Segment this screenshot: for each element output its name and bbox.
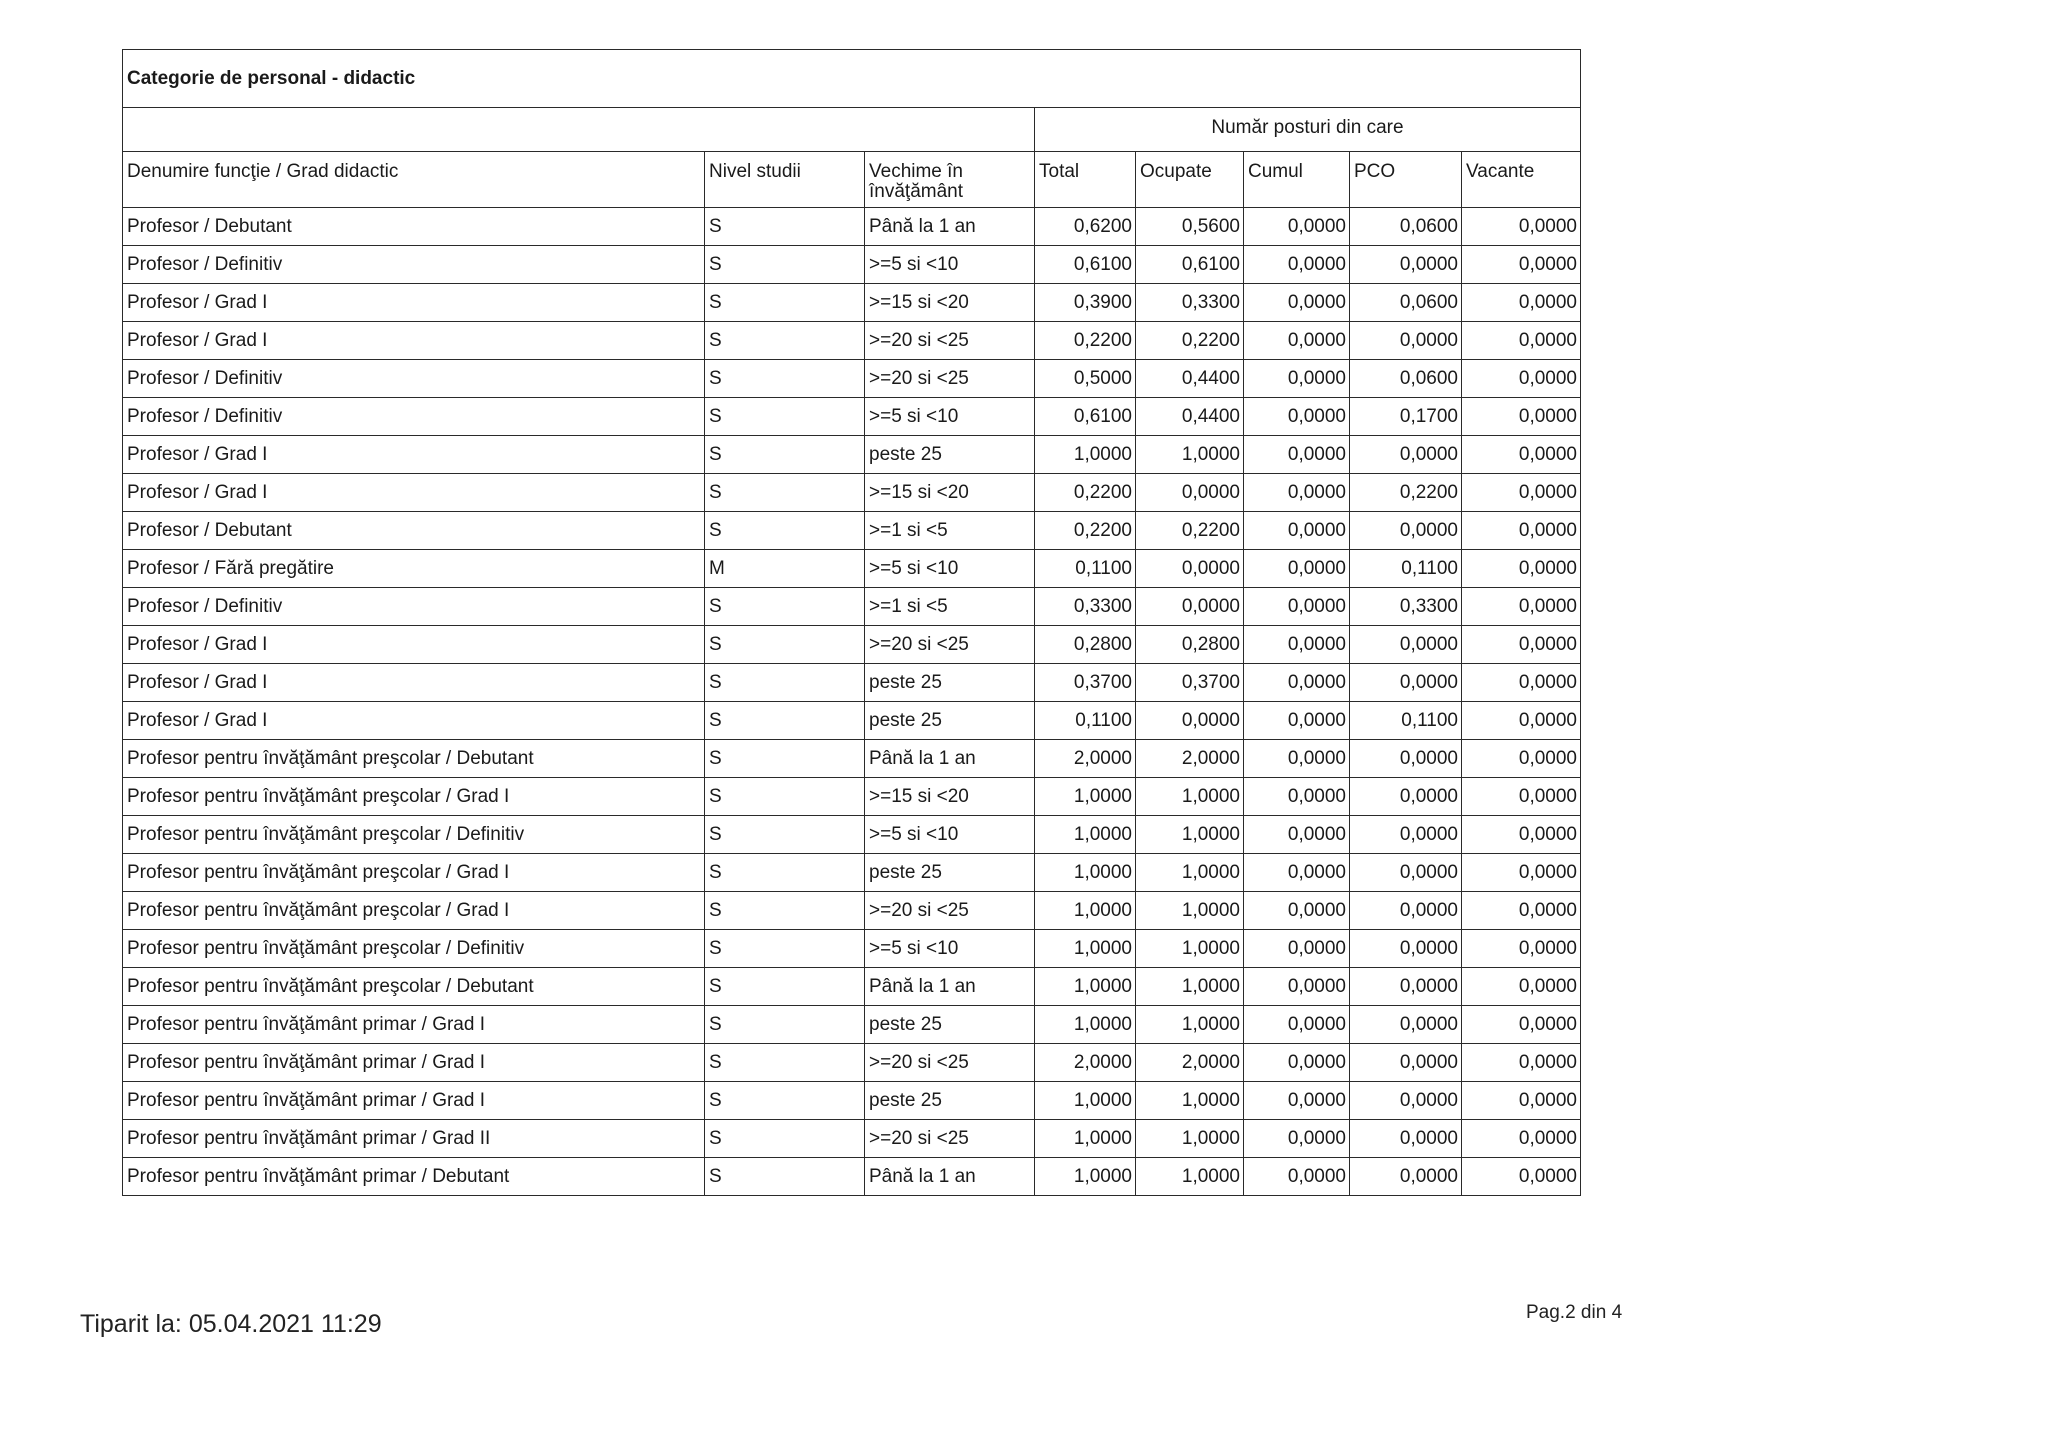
cell-total: 1,0000 bbox=[1035, 1082, 1136, 1120]
cell-vacante: 0,0000 bbox=[1462, 930, 1581, 968]
cell-pco: 0,0000 bbox=[1350, 740, 1462, 778]
cell-cumul: 0,0000 bbox=[1244, 588, 1350, 626]
cell-vechime: peste 25 bbox=[865, 1082, 1035, 1120]
cell-pco: 0,0600 bbox=[1350, 360, 1462, 398]
table-row bbox=[123, 664, 1581, 702]
cell-functie: Profesor pentru învăţământ primar / Grad I bbox=[123, 1044, 705, 1082]
cell-cumul: 0,0000 bbox=[1244, 854, 1350, 892]
cell-functie: Profesor pentru învăţământ preşcolar / Grad I bbox=[123, 854, 705, 892]
cell-functie: Profesor pentru învăţământ preşcolar / Definitiv bbox=[123, 816, 705, 854]
cell-ocupate: 0,6100 bbox=[1136, 246, 1244, 284]
cell-vacante: 0,0000 bbox=[1462, 702, 1581, 740]
cell-nivel: S bbox=[705, 436, 865, 474]
cell-vacante: 0,0000 bbox=[1462, 1120, 1581, 1158]
cell-cumul: 0,0000 bbox=[1244, 474, 1350, 512]
table-row bbox=[123, 1082, 1581, 1120]
cell-vacante: 0,0000 bbox=[1462, 322, 1581, 360]
cell-cumul: 0,0000 bbox=[1244, 398, 1350, 436]
cell-pco: 0,0600 bbox=[1350, 284, 1462, 322]
cell-vacante: 0,0000 bbox=[1462, 778, 1581, 816]
category-title: Categorie de personal - didactic bbox=[123, 50, 1581, 108]
table-row bbox=[123, 816, 1581, 854]
cell-vacante: 0,0000 bbox=[1462, 208, 1581, 246]
cell-ocupate: 0,3300 bbox=[1136, 284, 1244, 322]
cell-vechime: >=5 si <10 bbox=[865, 246, 1035, 284]
cell-vacante: 0,0000 bbox=[1462, 626, 1581, 664]
cell-ocupate: 2,0000 bbox=[1136, 740, 1244, 778]
cell-pco: 0,0000 bbox=[1350, 512, 1462, 550]
cell-vacante: 0,0000 bbox=[1462, 588, 1581, 626]
cell-nivel: S bbox=[705, 892, 865, 930]
cell-vacante: 0,0000 bbox=[1462, 512, 1581, 550]
cell-pco: 0,2200 bbox=[1350, 474, 1462, 512]
cell-pco: 0,0600 bbox=[1350, 208, 1462, 246]
cell-vechime: peste 25 bbox=[865, 854, 1035, 892]
cell-functie: Profesor pentru învăţământ primar / Grad II bbox=[123, 1120, 705, 1158]
cell-total: 0,6200 bbox=[1035, 208, 1136, 246]
cell-functie: Profesor / Fără pregătire bbox=[123, 550, 705, 588]
cell-cumul: 0,0000 bbox=[1244, 246, 1350, 284]
cell-functie: Profesor / Grad I bbox=[123, 474, 705, 512]
cell-ocupate: 1,0000 bbox=[1136, 1082, 1244, 1120]
cell-pco: 0,0000 bbox=[1350, 664, 1462, 702]
cell-vacante: 0,0000 bbox=[1462, 740, 1581, 778]
cell-nivel: S bbox=[705, 512, 865, 550]
cell-pco: 0,0000 bbox=[1350, 968, 1462, 1006]
cell-ocupate: 0,0000 bbox=[1136, 550, 1244, 588]
cell-pco: 0,0000 bbox=[1350, 892, 1462, 930]
table-row bbox=[123, 474, 1581, 512]
table-row bbox=[123, 854, 1581, 892]
cell-pco: 0,0000 bbox=[1350, 436, 1462, 474]
cell-pco: 0,0000 bbox=[1350, 854, 1462, 892]
cell-pco: 0,1100 bbox=[1350, 550, 1462, 588]
cell-pco: 0,0000 bbox=[1350, 778, 1462, 816]
cell-cumul: 0,0000 bbox=[1244, 1082, 1350, 1120]
cell-ocupate: 0,2200 bbox=[1136, 512, 1244, 550]
cell-vacante: 0,0000 bbox=[1462, 246, 1581, 284]
cell-pco: 0,0000 bbox=[1350, 626, 1462, 664]
table-row bbox=[123, 892, 1581, 930]
cell-pco: 0,1100 bbox=[1350, 702, 1462, 740]
table-row bbox=[123, 588, 1581, 626]
cell-nivel: S bbox=[705, 284, 865, 322]
table-row bbox=[123, 702, 1581, 740]
cell-cumul: 0,0000 bbox=[1244, 436, 1350, 474]
cell-vacante: 0,0000 bbox=[1462, 968, 1581, 1006]
cell-nivel: S bbox=[705, 1006, 865, 1044]
cell-pco: 0,0000 bbox=[1350, 816, 1462, 854]
group-header: Număr posturi din care bbox=[1035, 108, 1581, 152]
cell-functie: Profesor / Grad I bbox=[123, 702, 705, 740]
cell-vechime: peste 25 bbox=[865, 436, 1035, 474]
cell-vechime: >=5 si <10 bbox=[865, 550, 1035, 588]
cell-total: 2,0000 bbox=[1035, 740, 1136, 778]
table-row bbox=[123, 778, 1581, 816]
cell-cumul: 0,0000 bbox=[1244, 778, 1350, 816]
cell-functie: Profesor pentru învăţământ preşcolar / Grad I bbox=[123, 892, 705, 930]
page-number: Pag.2 din 4 bbox=[1526, 1302, 1623, 1323]
cell-vacante: 0,0000 bbox=[1462, 550, 1581, 588]
cell-functie: Profesor pentru învăţământ primar / Grad I bbox=[123, 1082, 705, 1120]
cell-vechime: >=20 si <25 bbox=[865, 322, 1035, 360]
cell-nivel: S bbox=[705, 246, 865, 284]
cell-vechime: >=20 si <25 bbox=[865, 1120, 1035, 1158]
cell-functie: Profesor pentru învăţământ preşcolar / Grad I bbox=[123, 778, 705, 816]
col-header-vechime: Vechime în învăţământ bbox=[865, 152, 1035, 208]
cell-cumul: 0,0000 bbox=[1244, 968, 1350, 1006]
cell-total: 0,1100 bbox=[1035, 550, 1136, 588]
cell-ocupate: 1,0000 bbox=[1136, 1120, 1244, 1158]
table-row bbox=[123, 512, 1581, 550]
cell-vechime: peste 25 bbox=[865, 664, 1035, 702]
cell-vechime: peste 25 bbox=[865, 702, 1035, 740]
cell-ocupate: 0,0000 bbox=[1136, 702, 1244, 740]
cell-total: 1,0000 bbox=[1035, 436, 1136, 474]
cell-total: 1,0000 bbox=[1035, 778, 1136, 816]
cell-vacante: 0,0000 bbox=[1462, 360, 1581, 398]
cell-total: 1,0000 bbox=[1035, 1006, 1136, 1044]
cell-cumul: 0,0000 bbox=[1244, 816, 1350, 854]
cell-total: 0,1100 bbox=[1035, 702, 1136, 740]
cell-vacante: 0,0000 bbox=[1462, 436, 1581, 474]
cell-functie: Profesor / Definitiv bbox=[123, 360, 705, 398]
table-row bbox=[123, 740, 1581, 778]
cell-nivel: S bbox=[705, 816, 865, 854]
cell-total: 0,2200 bbox=[1035, 322, 1136, 360]
table-row bbox=[123, 1006, 1581, 1044]
cell-functie: Profesor pentru învăţământ preşcolar / Debutant bbox=[123, 740, 705, 778]
cell-vechime: Până la 1 an bbox=[865, 740, 1035, 778]
cell-cumul: 0,0000 bbox=[1244, 1044, 1350, 1082]
table-row bbox=[123, 284, 1581, 322]
cell-vacante: 0,0000 bbox=[1462, 398, 1581, 436]
cell-nivel: S bbox=[705, 1120, 865, 1158]
cell-cumul: 0,0000 bbox=[1244, 284, 1350, 322]
cell-vacante: 0,0000 bbox=[1462, 892, 1581, 930]
cell-vechime: >=5 si <10 bbox=[865, 930, 1035, 968]
table-row bbox=[123, 1120, 1581, 1158]
table-row bbox=[123, 246, 1581, 284]
cell-vacante: 0,0000 bbox=[1462, 854, 1581, 892]
cell-functie: Profesor / Grad I bbox=[123, 626, 705, 664]
cell-nivel: M bbox=[705, 550, 865, 588]
cell-ocupate: 2,0000 bbox=[1136, 1044, 1244, 1082]
cell-pco: 0,3300 bbox=[1350, 588, 1462, 626]
cell-functie: Profesor / Definitiv bbox=[123, 246, 705, 284]
col-header-total: Total bbox=[1035, 152, 1136, 208]
cell-total: 1,0000 bbox=[1035, 892, 1136, 930]
cell-cumul: 0,0000 bbox=[1244, 740, 1350, 778]
cell-nivel: S bbox=[705, 778, 865, 816]
cell-nivel: S bbox=[705, 626, 865, 664]
staffing-table bbox=[122, 49, 1581, 1196]
cell-vechime: >=5 si <10 bbox=[865, 816, 1035, 854]
cell-vacante: 0,0000 bbox=[1462, 816, 1581, 854]
cell-functie: Profesor / Grad I bbox=[123, 284, 705, 322]
cell-vechime: >=1 si <5 bbox=[865, 512, 1035, 550]
cell-ocupate: 0,4400 bbox=[1136, 398, 1244, 436]
cell-ocupate: 0,2200 bbox=[1136, 322, 1244, 360]
cell-vacante: 0,0000 bbox=[1462, 1006, 1581, 1044]
cell-vacante: 0,0000 bbox=[1462, 664, 1581, 702]
cell-cumul: 0,0000 bbox=[1244, 1006, 1350, 1044]
cell-cumul: 0,0000 bbox=[1244, 1120, 1350, 1158]
cell-functie: Profesor pentru învăţământ preşcolar / Debutant bbox=[123, 968, 705, 1006]
cell-pco: 0,1700 bbox=[1350, 398, 1462, 436]
cell-total: 0,2200 bbox=[1035, 474, 1136, 512]
cell-ocupate: 1,0000 bbox=[1136, 1158, 1244, 1196]
cell-vechime: peste 25 bbox=[865, 1006, 1035, 1044]
cell-cumul: 0,0000 bbox=[1244, 550, 1350, 588]
cell-vechime: >=15 si <20 bbox=[865, 474, 1035, 512]
col-header-functie: Denumire funcţie / Grad didactic bbox=[123, 152, 705, 208]
cell-pco: 0,0000 bbox=[1350, 1006, 1462, 1044]
cell-vechime: >=15 si <20 bbox=[865, 284, 1035, 322]
cell-nivel: S bbox=[705, 930, 865, 968]
cell-total: 0,6100 bbox=[1035, 246, 1136, 284]
column-header-row bbox=[123, 152, 1581, 208]
cell-vacante: 0,0000 bbox=[1462, 1158, 1581, 1196]
cell-nivel: S bbox=[705, 1082, 865, 1120]
cell-cumul: 0,0000 bbox=[1244, 930, 1350, 968]
cell-functie: Profesor / Debutant bbox=[123, 208, 705, 246]
cell-nivel: S bbox=[705, 398, 865, 436]
cell-vechime: >=5 si <10 bbox=[865, 398, 1035, 436]
cell-nivel: S bbox=[705, 588, 865, 626]
cell-total: 0,3300 bbox=[1035, 588, 1136, 626]
cell-vacante: 0,0000 bbox=[1462, 474, 1581, 512]
table-row bbox=[123, 968, 1581, 1006]
cell-functie: Profesor / Grad I bbox=[123, 322, 705, 360]
cell-nivel: S bbox=[705, 702, 865, 740]
cell-vechime: >=20 si <25 bbox=[865, 1044, 1035, 1082]
cell-ocupate: 1,0000 bbox=[1136, 816, 1244, 854]
cell-functie: Profesor pentru învăţământ primar / Debutant bbox=[123, 1158, 705, 1196]
cell-pco: 0,0000 bbox=[1350, 1120, 1462, 1158]
cell-total: 1,0000 bbox=[1035, 1120, 1136, 1158]
cell-vechime: Până la 1 an bbox=[865, 968, 1035, 1006]
table-row bbox=[123, 550, 1581, 588]
cell-functie: Profesor / Definitiv bbox=[123, 588, 705, 626]
cell-total: 0,5000 bbox=[1035, 360, 1136, 398]
col-header-ocupate: Ocupate bbox=[1136, 152, 1244, 208]
cell-ocupate: 0,4400 bbox=[1136, 360, 1244, 398]
cell-functie: Profesor pentru învăţământ preşcolar / Definitiv bbox=[123, 930, 705, 968]
table-row bbox=[123, 1158, 1581, 1196]
col-header-nivel: Nivel studii bbox=[705, 152, 865, 208]
cell-ocupate: 1,0000 bbox=[1136, 930, 1244, 968]
cell-ocupate: 0,0000 bbox=[1136, 474, 1244, 512]
col-header-pco: PCO bbox=[1350, 152, 1462, 208]
cell-total: 0,6100 bbox=[1035, 398, 1136, 436]
cell-ocupate: 1,0000 bbox=[1136, 778, 1244, 816]
cell-total: 1,0000 bbox=[1035, 930, 1136, 968]
cell-pco: 0,0000 bbox=[1350, 1044, 1462, 1082]
cell-ocupate: 0,3700 bbox=[1136, 664, 1244, 702]
table-row bbox=[123, 436, 1581, 474]
cell-functie: Profesor pentru învăţământ primar / Grad I bbox=[123, 1006, 705, 1044]
cell-cumul: 0,0000 bbox=[1244, 360, 1350, 398]
table-row bbox=[123, 398, 1581, 436]
cell-vacante: 0,0000 bbox=[1462, 1044, 1581, 1082]
cell-ocupate: 1,0000 bbox=[1136, 1006, 1244, 1044]
cell-functie: Profesor / Grad I bbox=[123, 436, 705, 474]
cell-total: 1,0000 bbox=[1035, 854, 1136, 892]
cell-pco: 0,0000 bbox=[1350, 930, 1462, 968]
table-row bbox=[123, 1044, 1581, 1082]
cell-cumul: 0,0000 bbox=[1244, 892, 1350, 930]
cell-vechime: Până la 1 an bbox=[865, 208, 1035, 246]
cell-nivel: S bbox=[705, 322, 865, 360]
cell-total: 0,2200 bbox=[1035, 512, 1136, 550]
cell-functie: Profesor / Definitiv bbox=[123, 398, 705, 436]
cell-nivel: S bbox=[705, 664, 865, 702]
cell-total: 2,0000 bbox=[1035, 1044, 1136, 1082]
cell-nivel: S bbox=[705, 854, 865, 892]
cell-pco: 0,0000 bbox=[1350, 1082, 1462, 1120]
cell-vechime: >=20 si <25 bbox=[865, 360, 1035, 398]
cell-nivel: S bbox=[705, 474, 865, 512]
table-row bbox=[123, 208, 1581, 246]
cell-ocupate: 0,2800 bbox=[1136, 626, 1244, 664]
cell-ocupate: 0,0000 bbox=[1136, 588, 1244, 626]
cell-ocupate: 1,0000 bbox=[1136, 436, 1244, 474]
table-row bbox=[123, 360, 1581, 398]
cell-ocupate: 1,0000 bbox=[1136, 892, 1244, 930]
cell-vechime: >=20 si <25 bbox=[865, 892, 1035, 930]
cell-nivel: S bbox=[705, 208, 865, 246]
cell-total: 0,3700 bbox=[1035, 664, 1136, 702]
cell-nivel: S bbox=[705, 360, 865, 398]
cell-ocupate: 1,0000 bbox=[1136, 968, 1244, 1006]
cell-cumul: 0,0000 bbox=[1244, 208, 1350, 246]
cell-vechime: >=20 si <25 bbox=[865, 626, 1035, 664]
cell-vacante: 0,0000 bbox=[1462, 1082, 1581, 1120]
cell-ocupate: 0,5600 bbox=[1136, 208, 1244, 246]
cell-pco: 0,0000 bbox=[1350, 246, 1462, 284]
printed-at: Tiparit la: 05.04.2021 11:29 bbox=[80, 1310, 382, 1338]
cell-functie: Profesor / Grad I bbox=[123, 664, 705, 702]
cell-vechime: Până la 1 an bbox=[865, 1158, 1035, 1196]
cell-cumul: 0,0000 bbox=[1244, 512, 1350, 550]
table-row bbox=[123, 626, 1581, 664]
cell-pco: 0,0000 bbox=[1350, 1158, 1462, 1196]
cell-pco: 0,0000 bbox=[1350, 322, 1462, 360]
cell-total: 0,2800 bbox=[1035, 626, 1136, 664]
col-header-cumul: Cumul bbox=[1244, 152, 1350, 208]
cell-total: 0,3900 bbox=[1035, 284, 1136, 322]
cell-cumul: 0,0000 bbox=[1244, 626, 1350, 664]
cell-nivel: S bbox=[705, 968, 865, 1006]
cell-nivel: S bbox=[705, 740, 865, 778]
cell-total: 1,0000 bbox=[1035, 816, 1136, 854]
table-row bbox=[123, 322, 1581, 360]
cell-vechime: >=15 si <20 bbox=[865, 778, 1035, 816]
group-header-spacer bbox=[123, 108, 1035, 152]
cell-total: 1,0000 bbox=[1035, 968, 1136, 1006]
cell-functie: Profesor / Debutant bbox=[123, 512, 705, 550]
cell-total: 1,0000 bbox=[1035, 1158, 1136, 1196]
col-header-vacante: Vacante bbox=[1462, 152, 1581, 208]
cell-vacante: 0,0000 bbox=[1462, 284, 1581, 322]
cell-nivel: S bbox=[705, 1044, 865, 1082]
cell-cumul: 0,0000 bbox=[1244, 1158, 1350, 1196]
table-row bbox=[123, 930, 1581, 968]
cell-nivel: S bbox=[705, 1158, 865, 1196]
cell-cumul: 0,0000 bbox=[1244, 664, 1350, 702]
cell-cumul: 0,0000 bbox=[1244, 322, 1350, 360]
cell-ocupate: 1,0000 bbox=[1136, 854, 1244, 892]
cell-cumul: 0,0000 bbox=[1244, 702, 1350, 740]
cell-vechime: >=1 si <5 bbox=[865, 588, 1035, 626]
